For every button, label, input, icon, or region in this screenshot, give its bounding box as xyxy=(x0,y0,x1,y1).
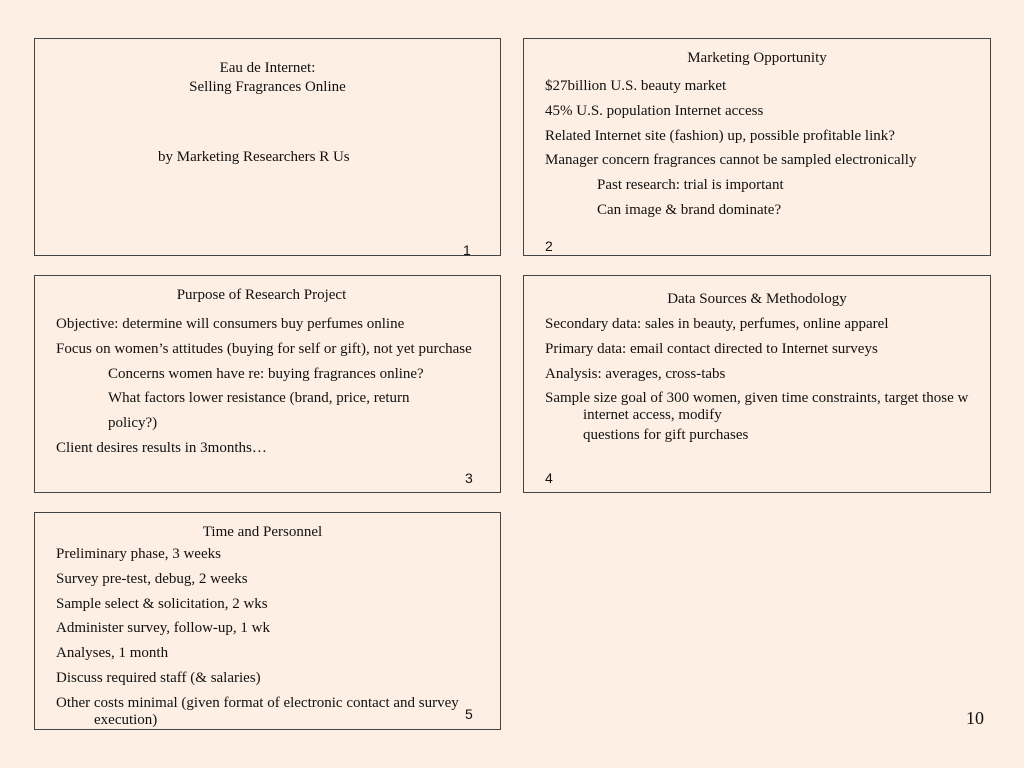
slide-5-number: 5 xyxy=(465,706,473,722)
slide-5-title: Time and Personnel xyxy=(202,524,323,540)
list-subitem: policy?) xyxy=(108,415,158,432)
list-item: Discuss required staff (& salaries) xyxy=(56,669,261,686)
list-item: Primary data: email contact directed to Internet surveys xyxy=(545,340,878,357)
slide-2-number: 2 xyxy=(545,238,553,254)
list-item: Analysis: averages, cross-tabs xyxy=(545,365,726,382)
slide-3-title: Purpose of Research Project xyxy=(176,287,347,303)
list-subitem: Concerns women have re: buying fragrances online? xyxy=(108,365,424,382)
list-item-continuation: questions for gift purchases xyxy=(583,427,749,444)
list-item: Focus on women’s attitudes (buying for self or gift), not yet purchase xyxy=(56,340,472,357)
slide-1-title-line-2: Selling Fragrances Online xyxy=(189,79,346,95)
list-item: Survey pre-test, debug, 2 weeks xyxy=(56,570,248,587)
slide-1-title xyxy=(35,59,500,97)
list-item: Client desires results in 3months… xyxy=(56,439,267,456)
slide-1-thumbnail[interactable] xyxy=(34,38,501,256)
slide-3-bullet-list xyxy=(56,316,490,465)
page-number: 10 xyxy=(966,708,984,728)
list-item: Objective: determine will consumers buy perfumes online xyxy=(56,316,405,332)
slide-1-number: 1 xyxy=(463,242,471,258)
list-item: Sample size goal of 300 women, given time constraints, target those w internet access, modify xyxy=(545,390,969,424)
slide-2-title: Marketing Opportunity xyxy=(687,50,827,66)
list-item: 45% U.S. population Internet access xyxy=(545,102,764,119)
slide-2-thumbnail[interactable] xyxy=(523,38,991,256)
list-item: Administer survey, follow-up, 1 wk xyxy=(56,620,270,637)
slide-4-title: Data Sources & Methodology xyxy=(667,291,847,307)
list-item: Sample select & solicitation, 2 wks xyxy=(56,595,268,612)
slide-5-thumbnail[interactable] xyxy=(34,512,501,730)
slide-5-bullet-list xyxy=(56,546,468,729)
list-item: Related Internet site (fashion) up, possible profitable link? xyxy=(545,127,895,144)
list-item: Preliminary phase, 3 weeks xyxy=(56,546,221,562)
list-subitem: What factors lower resistance (brand, price, return xyxy=(108,390,410,407)
list-subitem: Can image & brand dominate? xyxy=(597,201,782,218)
slide-4-thumbnail[interactable] xyxy=(523,275,991,493)
list-item: Manager concern fragrances cannot be sampled electronically xyxy=(545,152,917,169)
list-subitem: Past research: trial is important xyxy=(597,177,784,194)
slide-2-bullet-list xyxy=(545,78,984,227)
slide-1-byline: by Marketing Researchers R Us xyxy=(158,149,350,165)
slide-1-title-line-1: Eau de Internet: xyxy=(219,60,316,76)
list-item: Other costs minimal (given format of electronic contact and survey execution) xyxy=(56,694,459,728)
list-item: Analyses, 1 month xyxy=(56,645,169,662)
slide-3-number: 3 xyxy=(465,470,473,486)
slide-3-thumbnail[interactable] xyxy=(34,275,501,493)
list-item: $27billion U.S. beauty market xyxy=(545,78,727,94)
list-item: Secondary data: sales in beauty, perfumes, online apparel xyxy=(545,316,889,332)
slide-4-bullet-list xyxy=(545,316,984,452)
slide-4-number: 4 xyxy=(545,470,553,486)
